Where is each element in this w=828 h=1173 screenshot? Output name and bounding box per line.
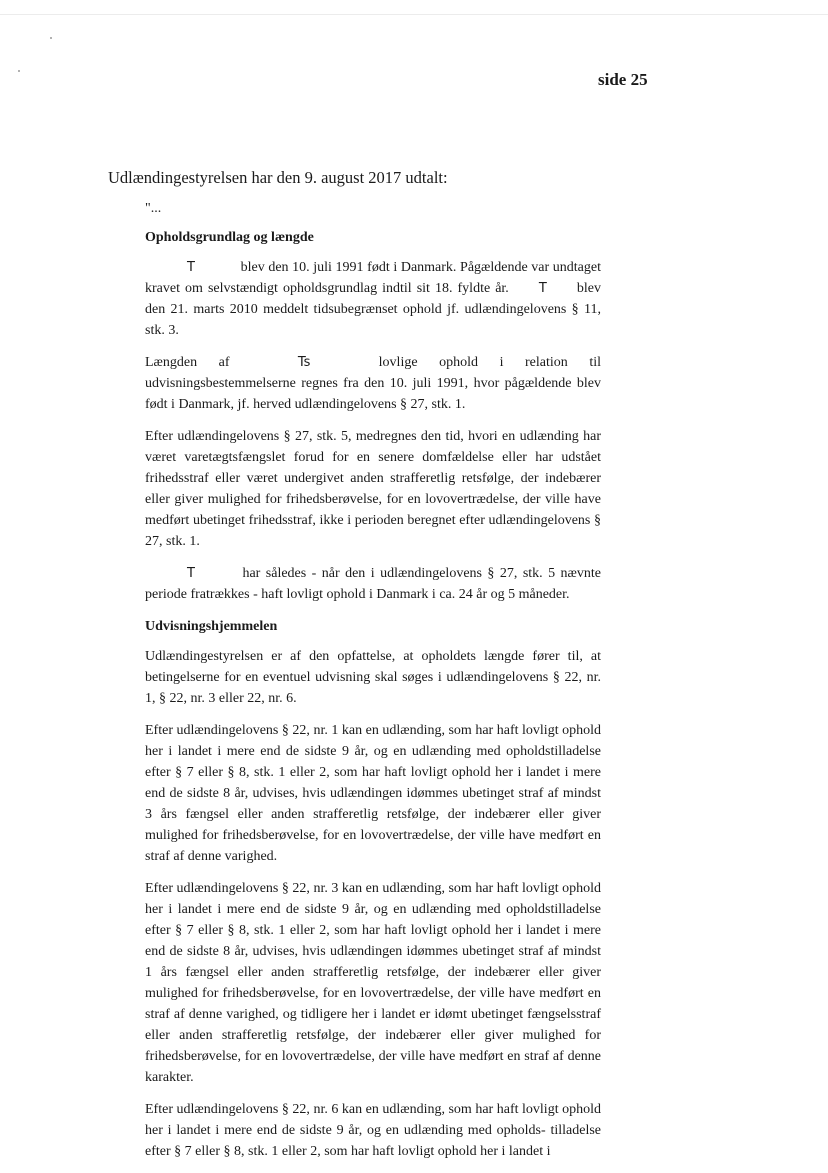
redacted-name: T (538, 281, 547, 296)
page-number: side 25 (598, 70, 648, 89)
redacted-name: T (187, 260, 195, 275)
paragraph-text: har således - når den i udlændingelovens § 27, stk. 5 nævnte periode fratrækkes - haft lovligt ophold i Danmark i ca. 24 år og 5 måneder. (145, 566, 602, 602)
scan-speck (18, 70, 20, 72)
quoted-statement (145, 198, 601, 1173)
intro-line: Udlændingestyrelsen har den 9. august 2017 udtalt: (108, 168, 448, 187)
redacted-name: Ts (297, 355, 311, 370)
paragraph-section-22-nr-3: Efter udlændingelovens § 22, nr. 3 kan en udlænding, som har haft lovligt ophold her i landet i mere end de sidste 9 år, og en udlænding med opholdstilladelse efter § 7 eller § 8, stk. 1 eller 2, som har haft lovligt ophold her i landet i mere end de sidste 8 år, udvises, hvis udlændingen idømmes ubetinget straf af mindst 1 års fængsel eller anden strafferetlig retsfølge, der indebærer eller giver mulighed for frihedsberøvelse, for en lovovertrædelse, der ville have medført en straf af denne varighed, og tidligere her i landet er idømt ubetinget fængselsstraf eller anden strafferetlig retsfølge, der indebærer eller giver mulighed for frihedsberøvelse, for en lovovertrædelse, der ville have medført en straf af denne karakter. (145, 881, 601, 1085)
paragraph-birth (145, 257, 601, 341)
redacted-name: T (187, 566, 195, 581)
paragraph-section-22-nr-6: Efter udlændingelovens § 22, nr. 6 kan en udlænding, som har haft lovligt ophold her i landet i mere end de sidste 9 år, og en udlænding med opholds- tilladelse efter § 7 eller § 8, stk. 1 eller 2, som har haft lovligt ophold her i landet i (145, 1102, 601, 1159)
paragraph-assessment: Udlændingestyrelsen er af den opfattelse, at opholdets længde fører til, at betingelserne for en eventuel udvisning skal søges i udlændingelovens § 22, nr. 1, § 22, nr. 3 eller 22, nr. 6. (145, 649, 601, 706)
scan-edge-line (0, 14, 828, 15)
paragraph-section-22-nr-1: Efter udlændingelovens § 22, nr. 1 kan en udlænding, som har haft lovligt ophold her i landet i mere end de sidste 9 år, og en udlænding med opholdstilladelse efter § 7 eller § 8, stk. 1 eller 2, som har haft lovligt ophold her i landet i mere end de sidste 8 år, udvises, hvis udlændingen idømmes ubetinget straf af mindst 3 års fængsel eller anden strafferetlig retsfølge, der indebærer eller giver mulighed for frihedsberøvelse, for en lovovertrædelse, der ville have medført en straf af denne varighed. (145, 723, 601, 864)
paragraph-residence-period (145, 563, 601, 605)
section-heading-opholdsgrundlag: Opholdsgrundlag og længde (145, 230, 314, 245)
scan-speck (50, 37, 52, 39)
quote-open-mark: "... (145, 201, 162, 216)
paragraph-section-27: Efter udlændingelovens § 27, stk. 5, medregnes den tid, hvori en udlænding har været varetægtsfængslet forud for en senere domfældelse eller har udstået frihedsstraf eller været undergivet anden strafferetlig retsfølge, der indebærer eller giver mulighed for frihedsberøvelse, for en lovovertrædelse, der ville have medført ubetinget frihedsstraf, ikke i perioden beregnet efter udlændingelovens § 27, stk. 1. (145, 429, 601, 549)
paragraph-text: blev den 21. marts 2010 meddelt tidsubegrænset ophold jf. udlændingelovens § 11, stk. 3. (145, 281, 602, 338)
paragraph-text: blev den 10. juli 1991 født i Danmark. Pågældende var undtaget kravet om selvstændigt opholdsgrundlag indtil sit 18. fyldte år. (145, 260, 602, 296)
section-heading-udvisningshjemmelen: Udvisningshjemmelen (145, 619, 278, 634)
paragraph-text: Længden af (145, 355, 230, 370)
paragraph-length (145, 352, 601, 415)
paragraph-text: lovlige ophold i relation til udvisningsbestemmelserne regnes fra den 10. juli 1991, hvor pågældende blev født i Danmark, jf. herved udlændingelovens § 27, stk. 1. (145, 355, 602, 412)
